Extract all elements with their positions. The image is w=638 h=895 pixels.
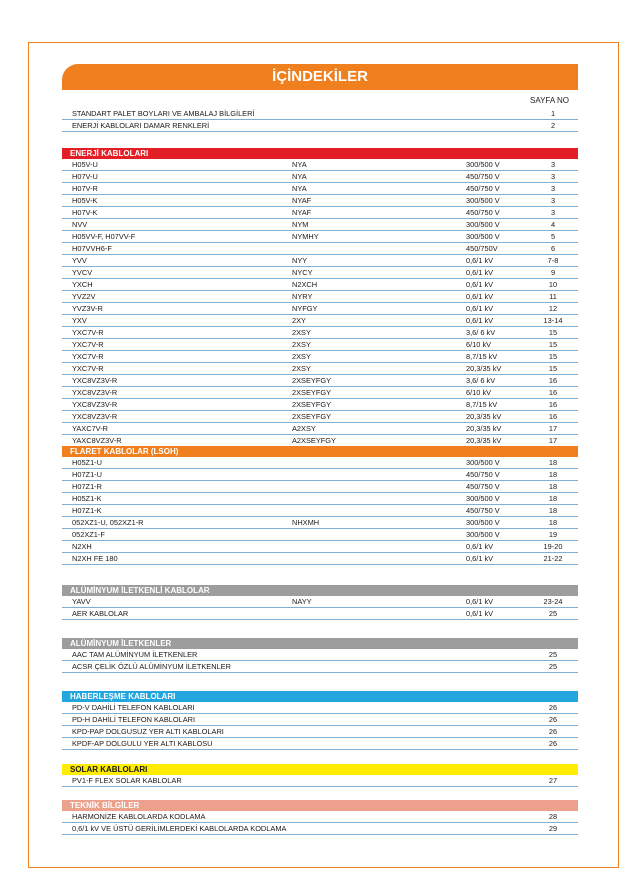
entry-page-number: 15 [548,352,558,361]
entry-voltage: 0,6/1 kV [466,268,494,277]
toc-row-solar-0[interactable] [62,775,578,787]
entry-page-number: 21-22 [543,554,563,563]
entry-page-number: 17 [548,436,558,445]
entry-page-number: 27 [548,776,558,785]
entry-page-number: 16 [548,376,558,385]
entry-page-number: 16 [548,412,558,421]
entry-name: H07V-R [72,184,98,193]
entry-page-number: 16 [548,388,558,397]
toc-row-flaret-5[interactable] [62,517,578,529]
entry-code: 2XSEYFGY [292,376,332,385]
toc-row-energy-9[interactable] [62,267,578,279]
toc-row-energy-15[interactable] [62,339,578,351]
entry-page-number: 3 [550,172,556,181]
toc-row-aluminum-cabled-0[interactable] [62,596,578,608]
entry-page-number: 25 [548,662,558,671]
entry-code: A2XSEYFGY [292,436,336,445]
entry-code: NYCY [292,268,313,277]
entry-page-number: 12 [548,304,558,313]
entry-name: YXC7V-R [72,340,104,349]
entry-name: YXC7V-R [72,352,104,361]
entry-name: HARMONİZE KABLOLARDA KODLAMA [72,812,206,821]
toc-row-telecom-2[interactable] [62,726,578,738]
entry-voltage: 20,3/35 kV [466,424,502,433]
toc-row-energy-8[interactable] [62,255,578,267]
entry-name: YAVV [72,597,91,606]
entry-name: KPD-PAP DOLGUSUZ YER ALTI KABLOLARI [72,727,224,736]
entry-page-number: 29 [548,824,558,833]
section-header-telecom: HABERLEŞME KABLOLARI [62,691,578,702]
entry-code: N2XCH [292,280,318,289]
toc-row-energy-19[interactable] [62,387,578,399]
toc-row-energy-12[interactable] [62,303,578,315]
entry-page-number: 3 [550,208,556,217]
entry-name: H07Z1-U [72,470,102,479]
entry-code: 2XSY [292,340,311,349]
toc-row-flaret-0[interactable] [62,457,578,469]
entry-voltage: 20,3/35 kV [466,364,502,373]
entry-name: H07VVH6-F [72,244,112,253]
entry-page-number: 13-14 [543,316,563,325]
toc-row-energy-11[interactable] [62,291,578,303]
toc-row-energy-14[interactable] [62,327,578,339]
entry-code: NAYY [292,597,312,606]
entry-voltage: 0,6/1 kV [466,554,494,563]
entry-page-number: 15 [548,364,558,373]
entry-name: YAXC8VZ3V-R [72,436,122,445]
entry-page-number: 16 [548,400,558,409]
entry-voltage: 300/500 V [466,458,500,467]
entry-page-number: 11 [549,292,557,301]
toc-row-technical-1[interactable] [62,823,578,835]
entry-page-number: 26 [548,727,558,736]
toc-row-energy-20[interactable] [62,399,578,411]
toc-row-energy-16[interactable] [62,351,578,363]
entry-page-number: 23-24 [543,597,563,606]
toc-row-energy-1[interactable] [62,171,578,183]
entry-name: H07V-K [72,208,98,217]
entry-code: A2XSY [292,424,316,433]
entry-page-number: 26 [548,715,558,724]
entry-name: PV1-F FLEX SOLAR KABLOLAR [72,776,182,785]
entry-name: H05V-U [72,160,98,169]
toc-row-flaret-3[interactable] [62,493,578,505]
toc-row-energy-17[interactable] [62,363,578,375]
entry-voltage: 450/750 V [466,208,500,217]
entry-page-number: 18 [548,494,558,503]
page-number-column-header: SAYFA NO [530,96,569,105]
section-header-aluminum-conductors: ALÜMİNYUM İLETKENLER [62,638,578,649]
entry-voltage: 8,7/15 kV [466,352,498,361]
entry-code: 2XSEYFGY [292,400,332,409]
toc-row-flaret-7[interactable] [62,541,578,553]
entry-page-number: 5 [550,232,556,241]
entry-voltage: 0,6/1 kV [466,542,494,551]
entry-name: YXV [72,316,87,325]
entry-voltage: 300/500 V [466,530,500,539]
entry-page-number: 1 [550,109,556,118]
entry-voltage: 450/750 V [466,470,500,479]
entry-code: NYA [292,184,307,193]
entry-voltage: 300/500 V [466,518,500,527]
entry-page-number: 15 [548,328,558,337]
entry-name: ENERJİ KABLOLARI DAMAR RENKLERİ [72,121,210,130]
entry-code: NYA [292,172,307,181]
entry-page-number: 4 [550,220,556,229]
entry-name: YXC8VZ3V-R [72,400,118,409]
entry-name: H07Z1-R [72,482,102,491]
entry-name: H05VV-F, H07VV-F [72,232,136,241]
entry-page-number: 18 [548,482,558,491]
entry-voltage: 0,6/1 kV [466,280,494,289]
entry-page-number: 25 [548,650,558,659]
toc-row-flaret-2[interactable] [62,481,578,493]
toc-row-flaret-8[interactable] [62,553,578,565]
entry-name: YXC7V-R [72,364,104,373]
toc-row-flaret-4[interactable] [62,505,578,517]
entry-page-number: 18 [548,470,558,479]
toc-row-technical-0[interactable] [62,811,578,823]
toc-row-telecom-0[interactable] [62,702,578,714]
entry-code: NHXMH [292,518,320,527]
entry-name: YVCV [72,268,93,277]
toc-row-energy-5[interactable] [62,219,578,231]
entry-page-number: 10 [548,280,558,289]
entry-page-number: 28 [548,812,558,821]
entry-code: NYY [292,256,308,265]
entry-voltage: 0,6/1 kV [466,609,494,618]
entry-voltage: 0,6/1 kV [466,292,494,301]
entry-voltage: 450/750 V [466,506,500,515]
entry-page-number: 18 [548,518,558,527]
toc-row-aluminum-conductors-1[interactable] [62,661,578,673]
page-title: İÇİNDEKİLER [62,64,578,90]
entry-name: KPDF-AP DOLGULU YER ALTI KABLOSU [72,739,213,748]
entry-voltage: 300/500 V [466,494,500,503]
toc-row-energy-10[interactable] [62,279,578,291]
toc-row-flaret-6[interactable] [62,529,578,541]
entry-page-number: 2 [550,121,556,130]
entry-page-number: 18 [548,458,558,467]
entry-name: YVV [72,256,87,265]
section-header-flaret: FLARET KABLOLAR (LSOH) [62,446,578,457]
section-header-aluminum-cabled: ALÜMİNYUM İLETKENLİ KABLOLAR [62,585,578,596]
entry-voltage: 0,6/1 kV [466,304,494,313]
section-header-technical: TEKNİK BİLGİLER [62,800,578,811]
toc-row-energy-3[interactable] [62,195,578,207]
entry-name: H07V-U [72,172,98,181]
entry-name: H05V-K [72,196,98,205]
entry-name: NVV [72,220,88,229]
entry-code: NYM [292,220,309,229]
entry-name: H05Z1-K [72,494,102,503]
entry-voltage: 300/500 V [466,196,500,205]
entry-code: 2XY [292,316,306,325]
entry-name: YXC8VZ3V-R [72,412,118,421]
entry-name: YXC8VZ3V-R [72,376,118,385]
entry-page-number: 15 [548,340,558,349]
section-header-solar: SOLAR KABLOLARI [62,764,578,775]
section-header-energy: ENERJİ KABLOLARI [62,148,578,159]
entry-code: 2XSY [292,364,311,373]
entry-code: NYA [292,160,307,169]
entry-voltage: 0,6/1 kV [466,316,494,325]
entry-code: 2XSY [292,328,311,337]
toc-row-telecom-1[interactable] [62,714,578,726]
entry-name: H07Z1-K [72,506,102,515]
toc-row-flaret-1[interactable] [62,469,578,481]
entry-name: YXC7V-R [72,328,104,337]
entry-page-number: 26 [548,739,558,748]
entry-page-number: 7-8 [547,256,559,265]
entry-page-number: 18 [548,506,558,515]
toc-row-energy-21[interactable] [62,411,578,423]
toc-row-energy-13[interactable] [62,315,578,327]
toc-row-energy-6[interactable] [62,231,578,243]
entry-name: PD-H DAHİLİ TELEFON KABLOLARI [72,715,196,724]
toc-row-energy-4[interactable] [62,207,578,219]
entry-voltage: 20,3/35 kV [466,436,502,445]
entry-name: AAC TAM ALÜMİNYUM İLETKENLER [72,650,198,659]
entry-code: NYMHY [292,232,319,241]
entry-page-number: 9 [550,268,556,277]
entry-code: NYAF [292,208,312,217]
entry-voltage: 450/750V [466,244,498,253]
entry-name: STANDART PALET BOYLARI VE AMBALAJ BİLGİLERİ [72,109,255,118]
entry-name: 0,6/1 kV VE ÜSTÜ GERİLİMLERDEKİ KABLOLARDA KODLAMA [72,824,287,833]
entry-name: YXC8VZ3V-R [72,388,118,397]
toc-row-energy-7[interactable] [62,243,578,255]
toc-row-intro-0[interactable] [62,108,578,120]
entry-name: ACSR ÇELİK ÖZLÜ ALÜMİNYUM İLETKENLER [72,662,231,671]
entry-voltage: 0,6/1 kV [466,256,494,265]
entry-name: 052XZ1-F [72,530,105,539]
entry-voltage: 450/750 V [466,172,500,181]
entry-page-number: 3 [550,196,556,205]
entry-page-number: 26 [548,703,558,712]
toc-row-aluminum-conductors-0[interactable] [62,649,578,661]
entry-code: 2XSY [292,352,311,361]
entry-page-number: 3 [550,160,556,169]
toc-row-aluminum-cabled-1[interactable] [62,608,578,620]
entry-page-number: 19-20 [543,542,563,551]
entry-code: 2XSEYFGY [292,412,332,421]
toc-row-energy-2[interactable] [62,183,578,195]
entry-name: YVZ2V [72,292,96,301]
entry-voltage: 6/10 kV [466,388,492,397]
toc-row-energy-18[interactable] [62,375,578,387]
entry-name: 052XZ1-U, 052XZ1-R [72,518,144,527]
entry-voltage: 3,6/ 6 kV [466,376,496,385]
entry-page-number: 25 [548,609,558,618]
entry-name: N2XH [72,542,92,551]
entry-page-number: 6 [550,244,556,253]
entry-page-number: 17 [548,424,558,433]
toc-row-intro-1[interactable] [62,120,578,132]
toc-row-energy-0[interactable] [62,159,578,171]
entry-voltage: 300/500 V [466,232,500,241]
toc-row-telecom-3[interactable] [62,738,578,750]
entry-code: 2XSEYFGY [292,388,332,397]
entry-code: NYRY [292,292,313,301]
entry-voltage: 20,3/35 kV [466,412,502,421]
entry-name: YXCH [72,280,93,289]
entry-voltage: 3,6/ 6 kV [466,328,496,337]
entry-name: YAXC7V-R [72,424,109,433]
entry-name: H05Z1-U [72,458,102,467]
entry-name: PD-V DAHİLİ TELEFON KABLOLARI [72,703,195,712]
toc-row-energy-22[interactable] [62,423,578,435]
entry-name: AER KABLOLAR [72,609,129,618]
entry-voltage: 6/10 kV [466,340,492,349]
entry-voltage: 8,7/15 kV [466,400,498,409]
entry-voltage: 450/750 V [466,482,500,491]
entry-page-number: 3 [550,184,556,193]
entry-code: NYFGY [292,304,318,313]
entry-name: YVZ3V-R [72,304,103,313]
entry-name: N2XH FE 180 [72,554,118,563]
entry-voltage: 300/500 V [466,160,500,169]
entry-voltage: 300/500 V [466,220,500,229]
entry-code: NYAF [292,196,312,205]
entry-page-number: 19 [548,530,558,539]
entry-voltage: 0,6/1 kV [466,597,494,606]
entry-voltage: 450/750 V [466,184,500,193]
